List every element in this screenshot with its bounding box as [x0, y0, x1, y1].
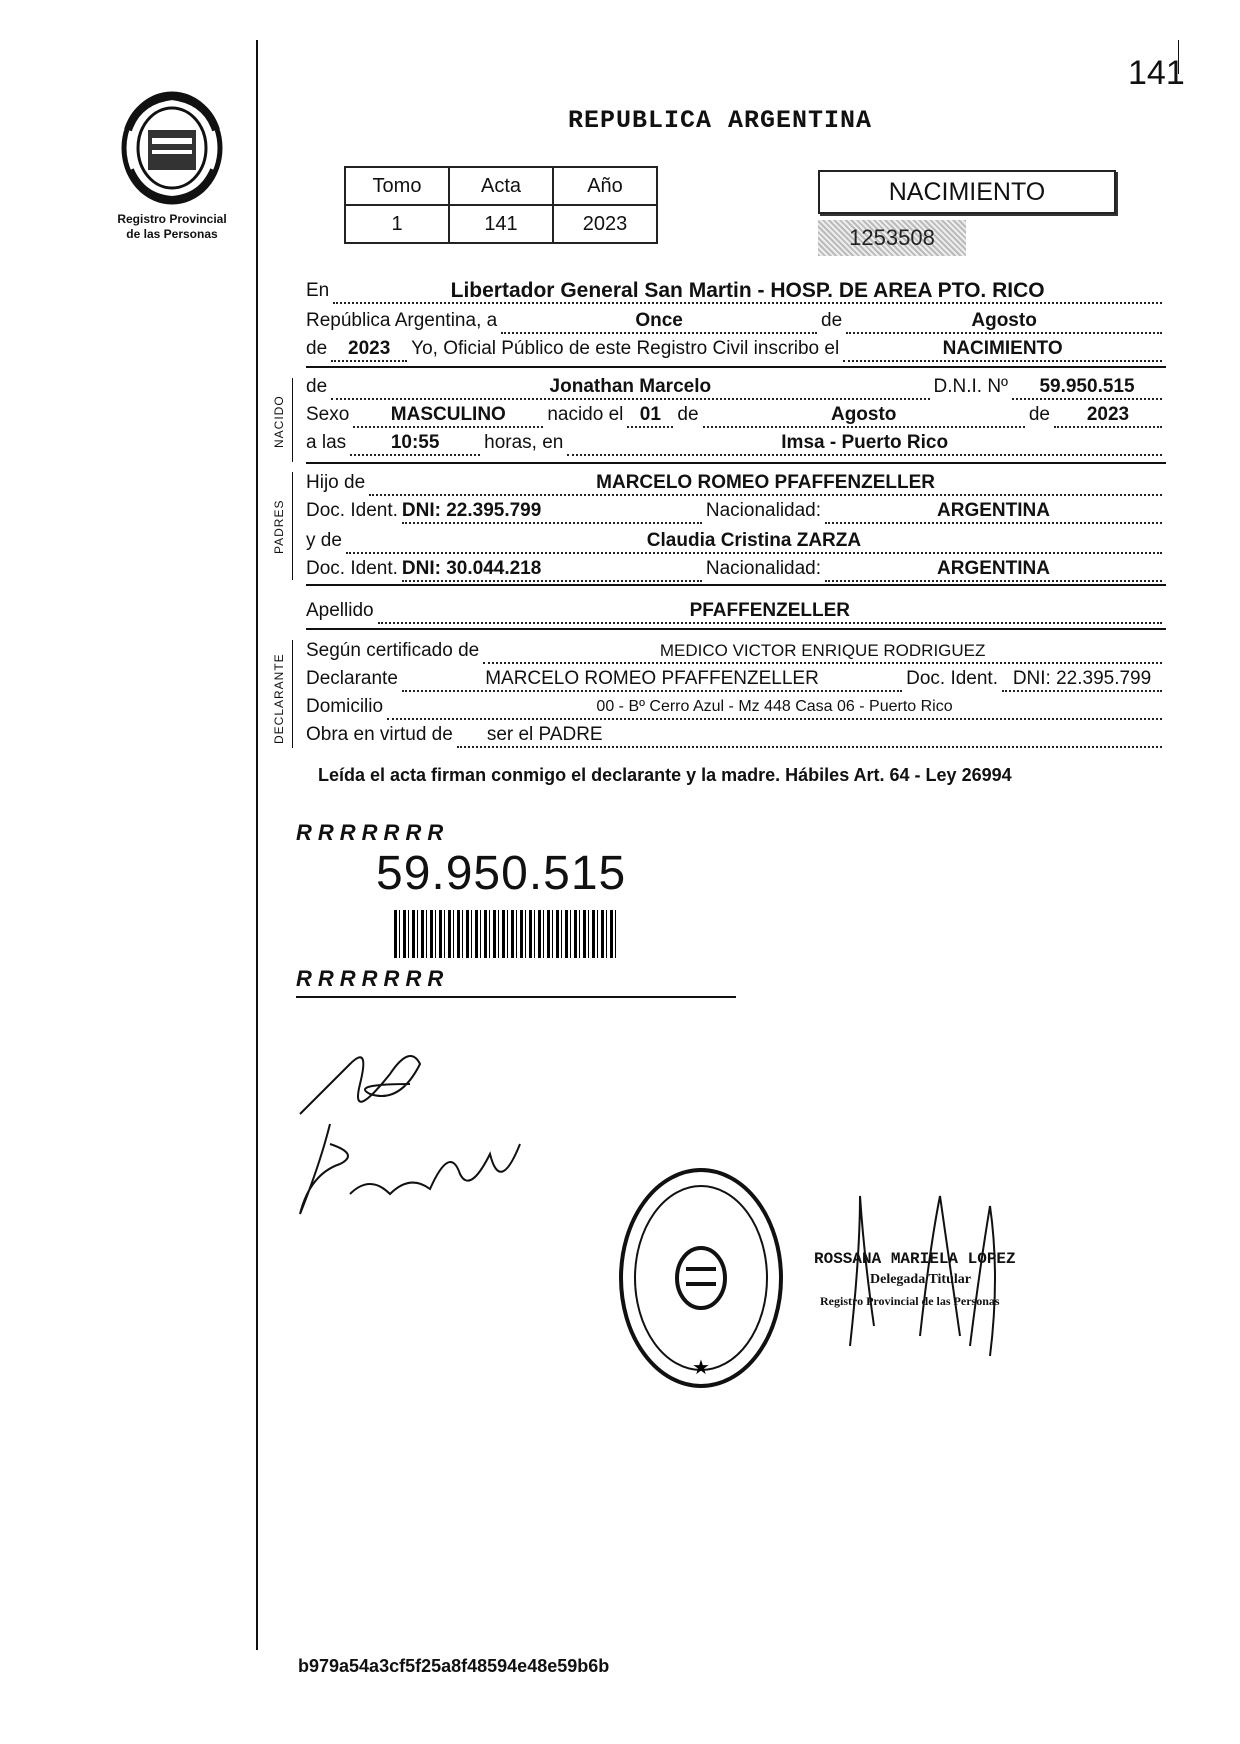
separator-4: [306, 628, 1166, 630]
label-obra: Obra en virtud de: [306, 724, 453, 745]
label-republica: República Argentina, a: [306, 310, 498, 331]
header-acta: Acta: [449, 167, 553, 205]
label-doc-mother: Doc. Ident.: [306, 558, 398, 579]
separator-1: [306, 366, 1166, 368]
row-nacido-name: [306, 372, 1166, 400]
value-father-name: MARCELO ROMEO PFAFFENZELLER: [596, 472, 935, 493]
official-role: Delegada Titular: [870, 1272, 971, 1287]
row-mother: [306, 526, 1166, 554]
declarant-signature: [290, 1024, 550, 1229]
row-republica: [306, 306, 1166, 334]
row-hora: [306, 428, 1166, 456]
value-child-name: Jonathan Marcelo: [549, 376, 712, 397]
reference-table: [344, 166, 658, 244]
row-domicilio: [306, 692, 1166, 720]
label-hijo-de: Hijo de: [306, 472, 366, 493]
label-a-las: a las: [306, 432, 347, 453]
label-doc-father: Doc. Ident.: [306, 500, 398, 521]
label-dni: D.N.I. Nº: [933, 376, 1008, 397]
official-name: ROSSANA MARIELA LOPEZ: [814, 1250, 1016, 1268]
value-apellido: PFAFFENZELLER: [689, 600, 851, 621]
value-mother-doc: DNI: 30.044.218: [401, 558, 542, 579]
label-declarante-field: Declarante: [306, 668, 398, 689]
closing-text: Leída el acta firman conmigo el declarante y la madre. Hábiles Art. 64 - Ley 26994: [318, 765, 1012, 785]
label-certificado: Según certificado de: [306, 640, 480, 661]
logo-caption-2: de las Personas: [126, 227, 218, 241]
row-en: [306, 276, 1166, 304]
row-father: [306, 468, 1166, 496]
value-en: Libertador General San Martin - HOSP. DE AREA PTO. RICO: [450, 279, 1045, 302]
logo-caption-1: Registro Provincial: [117, 212, 227, 226]
left-margin-line: [256, 40, 258, 1650]
value-birth-day: 01: [639, 404, 661, 425]
value-doc-declarante: DNI: 22.395.799: [1012, 668, 1152, 689]
label-padres: PADRES: [272, 499, 286, 554]
sticker-band-bottom: RRRRRRR: [296, 966, 736, 998]
label-horas: horas, en: [484, 432, 564, 453]
declarante-bracket: [292, 640, 293, 748]
header-tomo: Tomo: [345, 167, 449, 205]
official-office: Registro Provincial de las Personas: [820, 1294, 1000, 1308]
sticker-barcode: [394, 910, 616, 958]
registry-logo: [118, 90, 226, 208]
row-declarante: [306, 664, 1166, 692]
value-day: Once: [635, 310, 683, 331]
value-father-doc: DNI: 22.395.799: [401, 500, 542, 521]
value-obra: ser el PADRE: [486, 724, 603, 745]
label-apellido: Apellido: [306, 600, 374, 621]
label-nacido-el: nacido el: [547, 404, 624, 425]
value-act: NACIMIENTO: [942, 338, 1063, 359]
separator-3: [306, 584, 1166, 586]
header-ano: Año: [553, 167, 657, 205]
label-y-de: y de: [306, 530, 342, 551]
value-father-nat: ARGENTINA: [937, 500, 1050, 521]
official-seal: [616, 1164, 786, 1397]
value-place: Imsa - Puerto Rico: [781, 432, 949, 453]
value-mother-name: Claudia Cristina ZARZA: [646, 530, 862, 551]
svg-text:★: ★: [692, 1355, 710, 1379]
value-mother-nat: ARGENTINA: [937, 558, 1050, 579]
sticker-band-top: RRRRRRR: [296, 820, 450, 845]
sticker-number: 59.950.515: [376, 847, 627, 900]
value-ano: 2023: [553, 205, 657, 243]
value-time: 10:55: [390, 432, 440, 453]
stamp-code: 1253508: [818, 220, 966, 256]
label-de2: de: [306, 338, 328, 359]
label-de-4: de: [1028, 404, 1050, 425]
padres-bracket: [292, 472, 293, 580]
label-sexo: Sexo: [306, 404, 350, 425]
row-apellido: [306, 596, 1166, 624]
value-tomo: 1: [345, 205, 449, 243]
value-month: Agosto: [971, 310, 1037, 331]
label-de-3: de: [677, 404, 699, 425]
row-obra: [306, 720, 1166, 748]
row-father-doc: [306, 496, 1166, 524]
label-de-nacido: de: [306, 376, 328, 397]
value-domicilio: 00 - Bº Cerro Azul - Mz 448 Casa 06 - Puerto Rico: [596, 698, 953, 715]
row-year: [306, 334, 1166, 362]
row-sexo: [306, 400, 1166, 428]
value-acta: 141: [449, 205, 553, 243]
nacido-bracket: [292, 378, 293, 462]
label-doc-declarante: Doc. Ident.: [906, 668, 998, 689]
row-mother-doc: [306, 554, 1166, 582]
value-birth-year: 2023: [1086, 404, 1130, 425]
label-domicilio: Domicilio: [306, 696, 384, 717]
value-year: 2023: [348, 338, 391, 359]
label-nacido: NACIDO: [272, 395, 286, 448]
value-birth-month: Agosto: [830, 404, 897, 425]
value-declarante: MARCELO ROMEO PFAFFENZELLER: [485, 668, 819, 689]
row-certificado: [306, 636, 1166, 664]
value-sexo: MASCULINO: [390, 404, 506, 425]
officer-text: Yo, Oficial Público de este Registro Civil inscribo el: [411, 338, 840, 359]
label-de: de: [821, 310, 843, 331]
label-en: En: [306, 280, 330, 301]
label-declarante: DECLARANTE: [272, 653, 286, 744]
act-type-box: NACIMIENTO: [818, 170, 1116, 214]
label-nac-father: Nacionalidad:: [705, 500, 822, 521]
value-child-dni: 59.950.515: [1039, 376, 1135, 397]
value-certificado: MEDICO VICTOR ENRIQUE RODRIGUEZ: [659, 641, 986, 660]
label-nac-mother: Nacionalidad:: [705, 558, 822, 579]
page-number: 141: [1128, 54, 1185, 92]
document-title: REPUBLICA ARGENTINA: [567, 106, 873, 135]
separator-2: [306, 462, 1166, 464]
document-hash: b979a54a3cf5f25a8f48594e48e59b6b: [298, 1656, 610, 1676]
